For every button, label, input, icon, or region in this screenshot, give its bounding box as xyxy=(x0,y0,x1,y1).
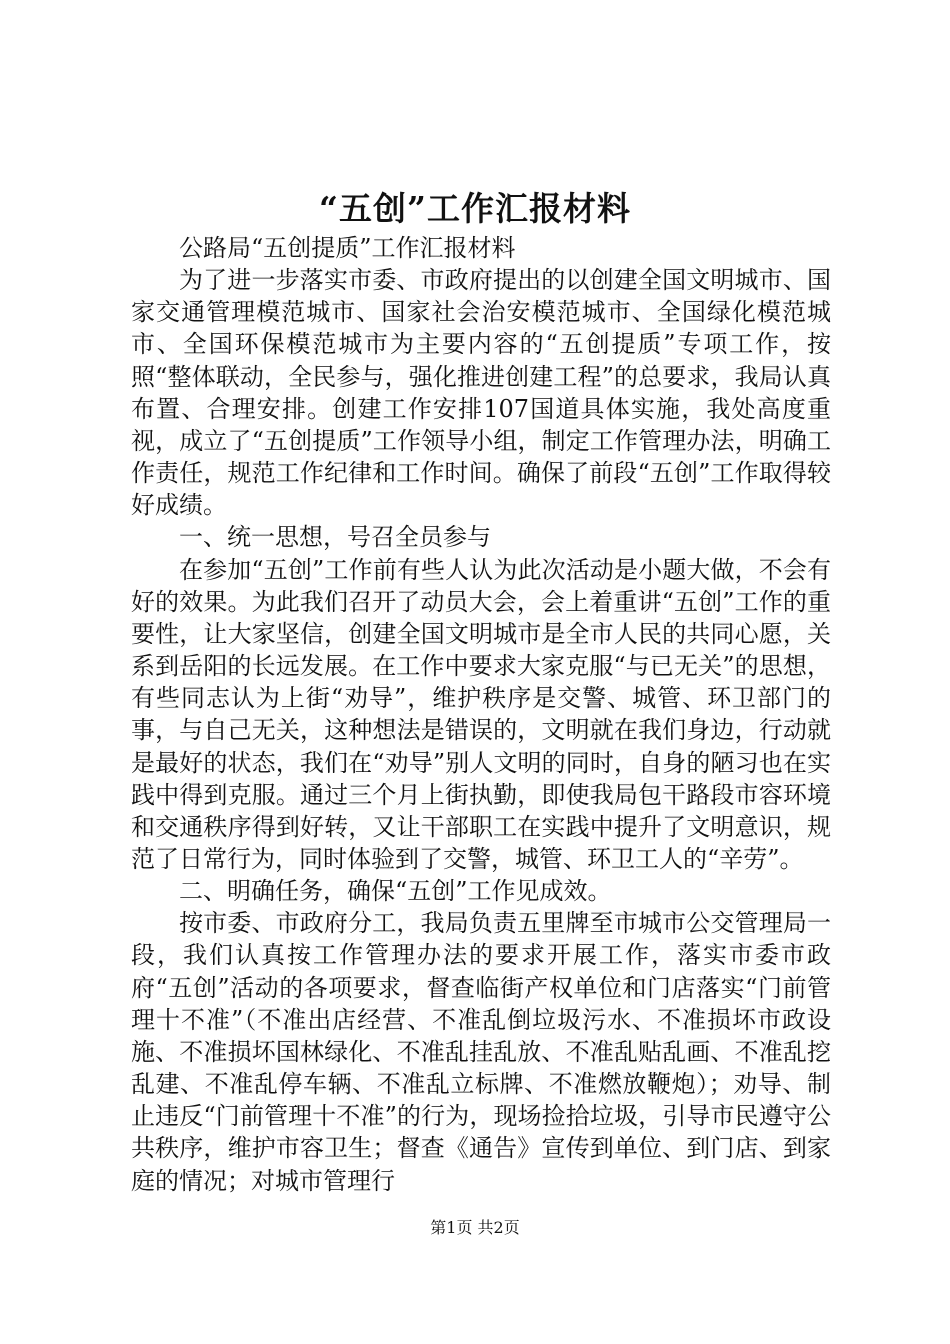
page-number-footer: 第1页 共2页 xyxy=(430,1218,520,1237)
paragraph-section-2: 按市委、市政府分工，我局负责五里牌至市城市公交管理局一段，我们认真按工作管理办法的要求开展工作，落实市委市政府“五创”活动的各项要求，督查临街产权单位和门店落实“门前管理十不准”（不准出店经营、不准乱倒垃圾污水、不准损坏市政设施、不准损坏国林绿化、不准乱挂乱放、不准乱贴乱画、不准乱挖乱建、不准乱停车辆、不准乱立标牌、不准燃放鞭炮）；劝导、制止违反“门前管理十不准”的行为，现场捡拾垃圾，引导市民遵守公共秩序，维护市容卫生；督查《通告》宣传到单位、到门店、到家庭的情况；对城市管理行 xyxy=(131,909,831,1195)
document-title: “五创”工作汇报材料 xyxy=(319,189,631,228)
paragraph-subtitle: 公路局“五创提质”工作汇报材料 xyxy=(179,234,516,262)
document-body xyxy=(131,232,831,1197)
section-heading-1: 一、统一思想，号召全员参与 xyxy=(179,523,491,552)
paragraph-intro: 为了进一步落实市委、市政府提出的以创建全国文明城市、国家交通管理模范城市、国家社会治安模范城市、全国绿化模范城市、全国环保模范城市为主要内容的“五创提质”专项工作，按照“整体联动，全民参与，强化推进创建工程”的总要求，我局认真布置、合理安排。创建工作安排107国道具体实施，我处高度重视，成立了“五创提质”工作领导小组，制定工作管理办法，明确工作责任，规范工作纪律和工作时间。确保了前段“五创”工作取得较好成绩。 xyxy=(131,266,831,520)
paragraph-section-1: 在参加“五创”工作前有些人认为此次活动是小题大做，不会有好的效果。为此我们召开了动员大会，会上着重讲“五创”工作的重要性，让大家坚信，创建全国文明城市是全市人民的共同心愿，关系到岳阳的长远发展。在工作中要求大家克服“与已无关”的思想，有些同志认为上街“劝导”，维护秩序是交警、城管、环卫部门的事，与自己无关，这种想法是错误的，文明就在我们身边，行动就是最好的状态，我们在“劝导”别人文明的同时，自身的陋习也在实践中得到克服。通过三个月上街执勤，即使我局包干路段市容环境和交通秩序得到好转，又让干部职工在实践中提升了文明意识，规范了日常行为，同时体验到了交警，城管、环卫工人的“辛劳”。 xyxy=(131,555,831,873)
section-heading-2: 二、明确任务，确保“五创”工作见成效。 xyxy=(179,877,612,906)
